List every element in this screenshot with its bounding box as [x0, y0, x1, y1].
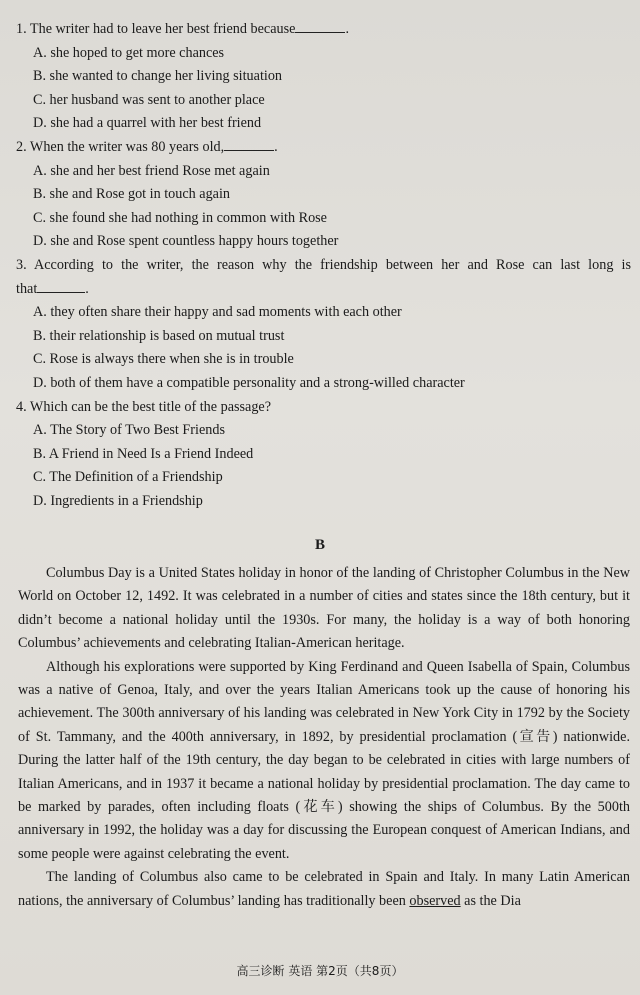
passage-paragraph-1: Columbus Day is a United States holiday in honor of the landing of Christopher Columbus in the New World on October 12, 1492. It was celebrated in a number of cities and states since the 18th century, but it didn’t become a national holiday until the 1930s. For many, the holiday is a way of both honoring Columbus’ achievements and celebrating Italian-American heritage. — [18, 565, 630, 652]
option-b: B. she wanted to change her living situation — [33, 68, 283, 85]
question-stem: 2. When the writer was 80 years old, . — [16, 138, 278, 155]
question-4 — [16, 396, 631, 514]
section-title: B — [314, 537, 325, 553]
passage-paragraph-3: The landing of Columbus also came to be celebrated in Spain and Italy. In many Latin American nations, the anniversary of Columbus’ landing has traditionally been observed as the Dia — [18, 869, 630, 909]
option-b: B. she and Rose got in touch again — [33, 186, 231, 203]
answer-blank — [37, 280, 85, 293]
option-d: D. both of them have a compatible personality and a strong-willed character — [33, 374, 465, 391]
question-stem: 3. According to the writer, the reason why the friendship between her and Rose can last long is — [16, 256, 631, 273]
option-c: C. she found she had nothing in common with Rose — [33, 209, 327, 226]
answer-blank — [224, 138, 274, 151]
question-list — [16, 18, 631, 513]
option-b: B. their relationship is based on mutual trust — [33, 327, 285, 344]
option-c: C. The Definition of a Friendship — [33, 469, 223, 486]
question-2 — [16, 136, 631, 254]
option-d: D. she and Rose spent countless happy hours together — [33, 233, 339, 250]
option-b: B. A Friend in Need Is a Friend Indeed — [33, 445, 254, 462]
question-1 — [16, 18, 631, 136]
option-d: D. Ingredients in a Friendship — [33, 492, 203, 509]
answer-blank — [295, 20, 345, 33]
option-c: C. Rose is always there when she is in trouble — [33, 351, 294, 368]
option-a: A. The Story of Two Best Friends — [33, 422, 225, 439]
question-3 — [16, 254, 631, 396]
underlined-word: observed — [409, 892, 461, 909]
option-d: D. she had a quarrel with her best friend — [33, 115, 262, 132]
question-stem: 1. The writer had to leave her best friend because . — [16, 21, 349, 37]
passage-paragraph-2: Although his explorations were supported by King Ferdinand and Queen Isabella of Spain, Columbus was a native of Genoa, Italy, and over the years Italian Americans took up the cause of honoring his achievement. The 300th anniversary of his landing was celebrated in New York City in 1792 by the Society of St. Tammany, and the 400th anniversary, in 1892, by presidential proclamation (宣告) nationwide. During the latter half of the 19th century, the day began to be celebrated in cities with large numbers of Italian Americans, and in 1937 it became a national holiday by presidential proclamation. The day came to be marked by parades, often including floats (花车) showing the ships of Columbus. By the 500th anniversary in 1992, the holiday was a day for discussing the European conquest of American Indians, and some people were against celebrating the event. — [18, 658, 630, 862]
option-a: A. they often share their happy and sad moments with each other — [33, 304, 402, 321]
question-stem: 4. Which can be the best title of the passage? — [16, 398, 272, 415]
question-stem-cont: that . — [16, 280, 89, 297]
option-c: C. her husband was sent to another place — [33, 91, 265, 108]
option-a: A. she hoped to get more chances — [33, 44, 225, 61]
reading-passage — [18, 562, 630, 913]
option-a: A. she and her best friend Rose met again — [33, 162, 270, 179]
page-footer: 高三诊断 英语 第2页（共8页） — [236, 964, 404, 978]
